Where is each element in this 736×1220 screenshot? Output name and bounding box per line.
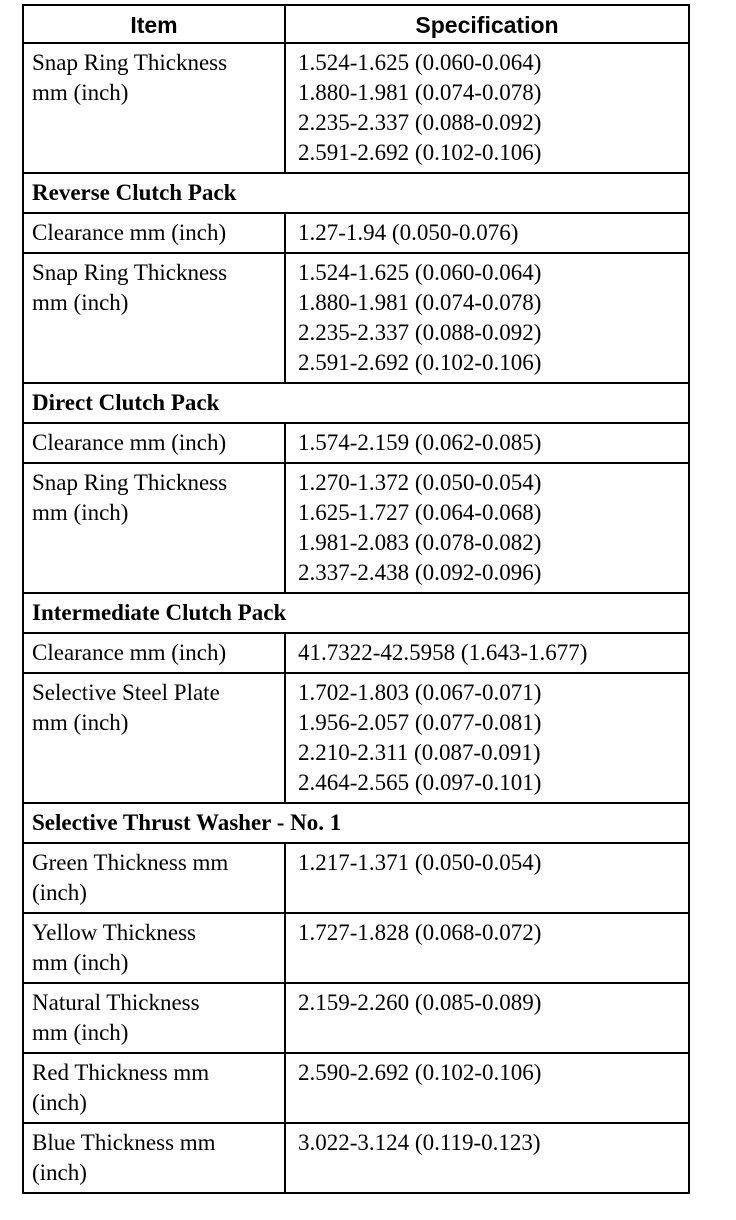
item-text: mm (inch)	[32, 80, 129, 105]
spec-cell	[285, 463, 689, 593]
section-row	[23, 383, 689, 423]
spec-cell	[285, 1053, 689, 1123]
spec-value: 2.337-2.438 (0.092-0.096)	[298, 560, 542, 585]
section-row	[23, 803, 689, 843]
spec-cell	[285, 253, 689, 383]
item-cell	[23, 463, 285, 593]
spec-cell	[285, 633, 689, 673]
item-cell	[23, 423, 285, 463]
spec-value: 2.464-2.565 (0.097-0.101)	[298, 770, 542, 795]
spec-value: 1.524-1.625 (0.060-0.064)	[298, 260, 542, 285]
item-text: (inch)	[32, 1090, 87, 1115]
spec-cell	[285, 423, 689, 463]
item-text: Snap Ring Thickness	[32, 50, 228, 75]
spec-value: 2.235-2.337 (0.088-0.092)	[298, 110, 542, 135]
item-text: Natural Thickness	[32, 990, 200, 1015]
table-row	[23, 1053, 689, 1123]
item-text: Red Thickness mm	[32, 1060, 210, 1085]
table-row	[23, 633, 689, 673]
spec-value: 1.524-1.625 (0.060-0.064)	[298, 50, 542, 75]
spec-value: 1.702-1.803 (0.067-0.071)	[298, 680, 542, 705]
item-text: mm (inch)	[32, 710, 129, 735]
item-cell	[23, 213, 285, 253]
item-text: Clearance mm (inch)	[32, 430, 227, 455]
spec-value: 1.956-2.057 (0.077-0.081)	[298, 710, 542, 735]
spec-value: 1.880-1.981 (0.074-0.078)	[298, 80, 542, 105]
spec-value: 2.590-2.692 (0.102-0.106)	[298, 1060, 542, 1085]
spec-value: 41.7322-42.5958 (1.643-1.677)	[298, 640, 588, 665]
item-text: Green Thickness mm	[32, 850, 229, 875]
table-row	[23, 213, 689, 253]
item-text: Snap Ring Thickness	[32, 470, 228, 495]
spec-cell	[285, 673, 689, 803]
spec-value: 2.235-2.337 (0.088-0.092)	[298, 320, 542, 345]
spec-value: 1.270-1.372 (0.050-0.054)	[298, 470, 542, 495]
item-cell	[23, 1053, 285, 1123]
table-row	[23, 463, 689, 593]
section-title: Intermediate Clutch Pack	[23, 593, 689, 633]
table-row	[23, 983, 689, 1053]
item-text: (inch)	[32, 880, 87, 905]
spec-value: 1.727-1.828 (0.068-0.072)	[298, 920, 542, 945]
spec-value: 2.210-2.311 (0.087-0.091)	[298, 740, 541, 765]
spec-cell	[285, 43, 689, 173]
table-row	[23, 423, 689, 463]
section-title: Selective Thrust Washer - No. 1	[23, 803, 689, 843]
spec-value: 1.574-2.159 (0.062-0.085)	[298, 430, 542, 455]
item-cell	[23, 843, 285, 913]
item-cell	[23, 673, 285, 803]
spec-cell	[285, 913, 689, 983]
spec-value: 1.625-1.727 (0.064-0.068)	[298, 500, 542, 525]
table-body	[23, 43, 689, 1193]
spec-cell	[285, 1123, 689, 1193]
item-cell	[23, 913, 285, 983]
table-row	[23, 1123, 689, 1193]
item-cell	[23, 1123, 285, 1193]
spec-value: 1.981-2.083 (0.078-0.082)	[298, 530, 542, 555]
spec-cell	[285, 843, 689, 913]
spec-value: 1.880-1.981 (0.074-0.078)	[298, 290, 542, 315]
specification-table	[22, 4, 690, 1194]
header-item: Item	[23, 5, 285, 43]
item-text: mm (inch)	[32, 290, 129, 315]
section-title: Reverse Clutch Pack	[23, 173, 689, 213]
item-text: mm (inch)	[32, 500, 129, 525]
spec-value: 2.591-2.692 (0.102-0.106)	[298, 140, 542, 165]
item-cell	[23, 633, 285, 673]
item-text: Clearance mm (inch)	[32, 220, 227, 245]
item-text: (inch)	[32, 1160, 87, 1185]
item-text: mm (inch)	[32, 950, 129, 975]
spec-value: 3.022-3.124 (0.119-0.123)	[298, 1130, 541, 1155]
spec-cell	[285, 983, 689, 1053]
item-text: Selective Steel Plate	[32, 680, 220, 705]
spec-cell	[285, 213, 689, 253]
item-text: Clearance mm (inch)	[32, 640, 227, 665]
table-row	[23, 673, 689, 803]
header-row	[23, 5, 689, 43]
item-text: Yellow Thickness	[32, 920, 196, 945]
item-text: Snap Ring Thickness	[32, 260, 228, 285]
spec-value: 2.159-2.260 (0.085-0.089)	[298, 990, 542, 1015]
table-row	[23, 843, 689, 913]
spec-value: 1.27-1.94 (0.050-0.076)	[298, 220, 519, 245]
item-text: mm (inch)	[32, 1020, 129, 1045]
item-cell	[23, 983, 285, 1053]
section-row	[23, 173, 689, 213]
item-cell	[23, 43, 285, 173]
spec-value: 2.591-2.692 (0.102-0.106)	[298, 350, 542, 375]
table-row	[23, 43, 689, 173]
header-specification: Specification	[285, 5, 689, 43]
item-text: Blue Thickness mm	[32, 1130, 216, 1155]
table-row	[23, 913, 689, 983]
item-cell	[23, 253, 285, 383]
spec-value: 1.217-1.371 (0.050-0.054)	[298, 850, 542, 875]
section-title: Direct Clutch Pack	[23, 383, 689, 423]
section-row	[23, 593, 689, 633]
table-row	[23, 253, 689, 383]
